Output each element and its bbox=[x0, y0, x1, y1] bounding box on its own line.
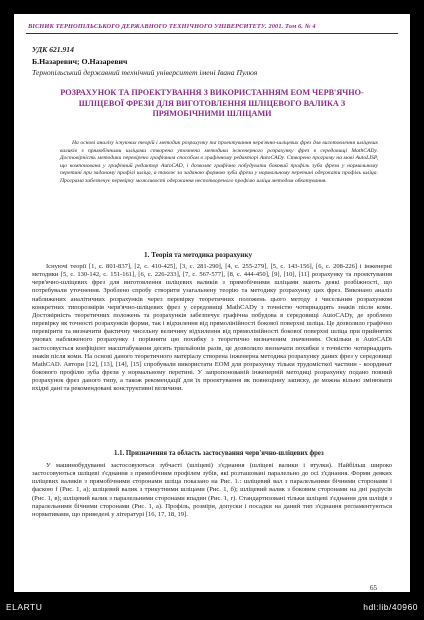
udc-code: УДК 621.914 bbox=[32, 45, 74, 54]
abstract: На основі аналізу існуючих теорій і методик розрахунку та проектування черв'ячно-шліцевих фрез для виготовлення шліцевих валиків з прямобічними шліцами створена уточнена методика інженерного розрахунку фрез в середовищі MathCADy. Достовірність методики перевірено графічним способом в графічному редакторі AutoCADy. Створено програму на мові AutoLISP, що компонована у графічний редактор AutoCAD, і дозволяє графічно побудувати боковий профіль зуба фрези у нормальному перетині при заданому профілі шліца, а також за заданою формою зуба фрези у нормальному перетині одержати профіль шліца. Програма забезпечує перевірку можливості одержання неспотвореного профілю шліца методом обкатування. bbox=[60, 140, 378, 184]
section-1-1-heading: 1.1. Призначення та область застосування черв'ячно-шліцевих фрез bbox=[114, 450, 324, 457]
header-divider bbox=[26, 33, 398, 34]
section-1-1-text: У машинобудуванні застосовуються зубчасті (шліцеві) з'єднання (шліцеві валики і втулки). Найбільш широко застосовуються шліцеві з'єднання з прямобічним профілем зубів, які розташовані паралельно до осі з'єднання. Форми деяких шліцевих валиків з прямобічними сторонами шліца показано на Рис. 1.: шліцевий вал з паралельними бічними сторонами і фаскою f (Рис. 1, а); шліцевий валик з трикутними шліцами (Рис. 1, б); шліцевий валик з боковим сторонами на дні радіусів (Рис. 1, в); шліцевий валик з паралельними сторонами впадин (Рис. 1, г). Стандартизовані тільки шліцеві з'єднання для шліців з паралельними бічними сторонами (Рис. 1, а). Профіль, розміри, допуски і посадки на даний тип з'єднання регламентуються нормативами, що приведені у літературі [16, 17, 18, 19]. bbox=[32, 462, 392, 518]
journal-page bbox=[14, 14, 410, 592]
section-1-text: Існуючі теорії [1, с. 801-837], [2, с. 410-425], [3, с. 281-290], [4, с. 255-279], [5, с. 143-156], [6, с. 208-226] і інженерні методики [5, с. 130-142, с. 151-161], [6, с. 226-233], [7, с. 567-577], [8, с. 444-450], [9], [10], [11] розрахунку та проектування черв'ячно-шліцевих фрез для виготовлення шліцевих валиків з прямобічними шліцами мають деякі розбіжності, що потребували уточнення. Зроблено спробу створити узагальнену теорію та методику розрахунку цих фрез. Виконано аналіз наближених аналітичних розрахунків через перевірку теоретичних положень цього методу з чисельним розрахунком конкретних типорозмірів черв'ячно-шліцевих фрез у середовищі MathCADу з точністю чотирнадцять знаків після коми. Достовірність теоретичних положень та розрахунків забезпечує графічна побудова в середовищі AutoCADу, де зроблено перевірку як точності розрахунків форми, так і відхилення від прямолінійності бокової поверхні шліца. Це дозволило графічно перевірити та визначити фактичну чисельну величину відхилення від прямолінійності бокової поверхні шліца при прийнятих умовах наближеного розрахунку і порівняти цю похибку з теоретично визначеним значенням. Оскільки в AutoCADі застосовується коефіцієнт масштабування десять трильйонів разів, це дозволило визначати похибки з точністю чотирнадцять знаків після коми. На основі даного теоретичного матеріалу створена інженерна методика розрахунку даних фрез у середовищі MathCAD. Автори [12], [13], [14], [15] спробували використати ЕОМ для розрахунку тільки трудомісткої частини - координат бокового профілю зуба фрези у нормальному перетині. У запропонованій інженерній методиці розрахунку подано повний розрахунок фрез даного типу, а також рекомендації для їх проектування як повноцінну записку, де можна вільно змінювати вхідні дані та рекомендовані конструктивні величини. bbox=[32, 263, 392, 393]
footer-handle: hdl:lib/40960 bbox=[363, 602, 418, 612]
article-title: РОЗРАХУНОК ТА ПРОЕКТУВАННЯ З ВИКОРИСТАННЯМ ЕОМ ЧЕРВ'ЯЧНО-ШЛІЦЕВОЇ ФРЕЗИ ДЛЯ ВИГОТОВЛЕННЯ ШЛІЦЕВОГО ВАЛИКА З ПРЯМОБІЧНИМИ ШЛІЦАМИ bbox=[60, 88, 364, 119]
page-number: 65 bbox=[370, 584, 377, 592]
journal-header: ВІСНИК ТЕРНОПІЛЬСЬКОГО ДЕРЖАВНОГО ТЕХНІЧНОГО УНІВЕРСИТЕТУ. 2001. Том 6. № 4 bbox=[28, 23, 316, 30]
section-1-heading: 1. Теорія та методика розрахунку bbox=[144, 251, 253, 259]
footer-repository-label: ELARTU bbox=[6, 602, 43, 612]
affiliation: Тернопільський державний технічний університет імені Івана Пулюя bbox=[32, 68, 258, 77]
authors: Б.Назаревич; О.Назаревич bbox=[32, 57, 128, 66]
